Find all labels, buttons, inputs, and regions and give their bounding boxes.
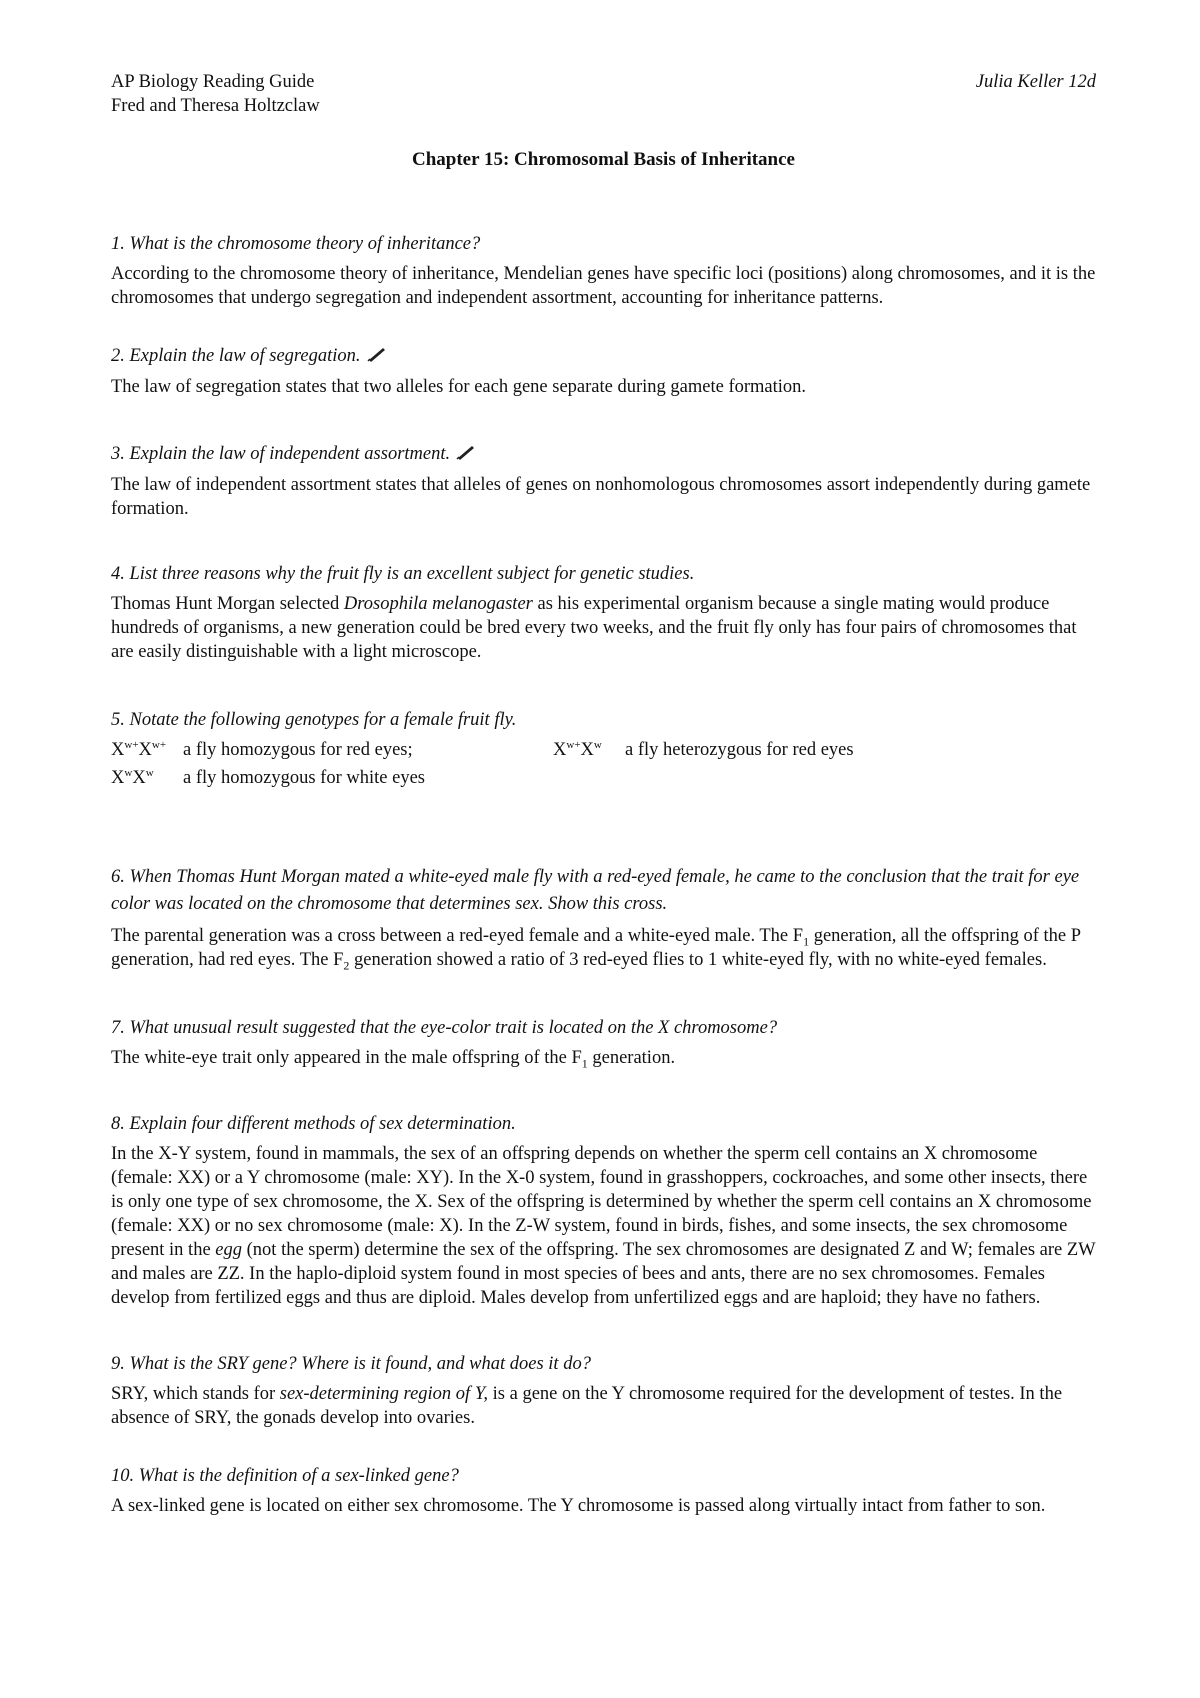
chapter-title: Chapter 15: Chromosomal Basis of Inheritance: [412, 149, 795, 170]
book-authors: Fred and Theresa Holtzclaw: [111, 96, 320, 116]
question-10: [111, 1464, 1096, 1518]
question-text: 10. What is the definition of a sex-linked gene?: [111, 1466, 459, 1486]
question-9: [111, 1352, 1096, 1430]
question-text: 1. What is the chromosome theory of inheritance?: [111, 234, 481, 254]
answer-text: The law of independent assortment states that alleles of genes on nonhomologous chromosomes assort independently during gamete formation.: [111, 474, 1091, 519]
pen-icon: [367, 345, 387, 369]
answer-text: According to the chromosome theory of inheritance, Mendelian genes have specific loci (positions) along chromosomes, and it is the chromosomes that undergo segregation and independent assortment, accounting for inheritance patterns.: [111, 264, 1096, 308]
genotype-notation: $X^{w+}X^{w+}$: [111, 738, 167, 760]
genotype-row: [111, 738, 1096, 766]
question-4: [111, 562, 1096, 664]
question-text: 9. What is the SRY gene? Where is it found, and what does it do?: [111, 1354, 591, 1374]
answer-text: Thomas Hunt Morgan selected Drosophila melanogaster as his experimental organism because a single mating would produce hundreds of organisms, a new generation could be bred every two weeks, and the fruit fly only has four pairs of chromosomes that are easily distinguishable with a light microscope.: [111, 594, 1077, 662]
question-7: [111, 1016, 1096, 1070]
answer-text: SRY, which stands for sex-determining region of Y, is a gene on the Y chromosome required for the development of testes. In the absence of SRY, the gonads develop into ovaries.: [111, 1384, 1063, 1428]
genotype-row: [111, 766, 1096, 794]
question-6: [111, 864, 1096, 972]
question-5: [111, 708, 1096, 794]
question-text: 3. Explain the law of independent assortment.: [111, 442, 1096, 467]
question-1: [111, 232, 1096, 310]
species-name: Drosophila melanogaster: [343, 594, 533, 614]
question-3: [111, 442, 1096, 521]
question-text: 2. Explain the law of segregation.: [111, 344, 1096, 369]
answer-text: The parental generation was a cross between a red-eyed female and a white-eyed male. The $F_1$ generation, all the offspring of the P generation, had red eyes. The $F_2$ generation showed a ratio of 3 red-eyed flies to 1 white-eyed fly, with no white-eyed females.: [111, 926, 1081, 973]
genotype-description: a fly homozygous for white eyes: [183, 768, 425, 788]
question-text: 6. When Thomas Hunt Morgan mated a white-eyed male fly with a red-eyed female, he came to the conclusion that the trait for eye color was located on the chromosome that determines sex. Show this cross.: [111, 867, 1080, 914]
genotype-description: a fly heterozygous for red eyes: [625, 740, 854, 760]
answer-text: In the X-Y system, found in mammals, the sex of an offspring depends on whether the sperm cell contains an X chromosome (female: XX) or a Y chromosome (male: XY). In the X-0 system, found in grasshoppers, cockroaches, and some other insects, there is only one type of sex chromosome, the X. Sex of the offspring is determined by whether the sperm cell contains an X chromosome (female: XX) or no sex chromosome (male: X). In the Z-W system, found in birds, fishes, and some insects, the sex chromosome present in the egg (not the sperm) determine the sex of the offspring. The sex chromosomes are designated Z and W; females are ZW and males are ZZ. In the haplo-diploid system found in most species of bees and ants, there are no sex chromosomes. Females develop from fertilized eggs and thus are diploid. Males develop from unfertilized eggs and are haploid; they have no fathers.: [111, 1144, 1096, 1308]
genotype-notation: $X^{w+}X^w$: [553, 738, 602, 760]
answer-text: The law of segregation states that two alleles for each gene separate during gamete formation.: [111, 376, 807, 397]
course-title: AP Biology Reading Guide: [111, 72, 315, 92]
answer-text: A sex-linked gene is located on either sex chromosome. The Y chromosome is passed along virtually intact from father to son.: [111, 1496, 1046, 1516]
question-text: 8. Explain four different methods of sex determination.: [111, 1114, 516, 1134]
student-name: Julia Keller 12d: [975, 72, 1096, 92]
question-text: 7. What unusual result suggested that the eye-color trait is located on the X chromosome?: [111, 1018, 778, 1038]
genotype-description: a fly homozygous for red eyes;: [183, 740, 413, 760]
pen-icon: [456, 443, 476, 467]
genotype-notation: $X^wX^w$: [111, 766, 154, 788]
question-2: [111, 344, 1096, 399]
question-text: 5. Notate the following genotypes for a female fruit fly.: [111, 710, 517, 730]
question-8: [111, 1112, 1096, 1310]
header: [111, 70, 1096, 118]
answer-text: The white-eye trait only appeared in the male offspring of the $F_1$ generation.: [111, 1048, 676, 1071]
question-text: 4. List three reasons why the fruit fly is an excellent subject for genetic studies.: [111, 564, 695, 584]
